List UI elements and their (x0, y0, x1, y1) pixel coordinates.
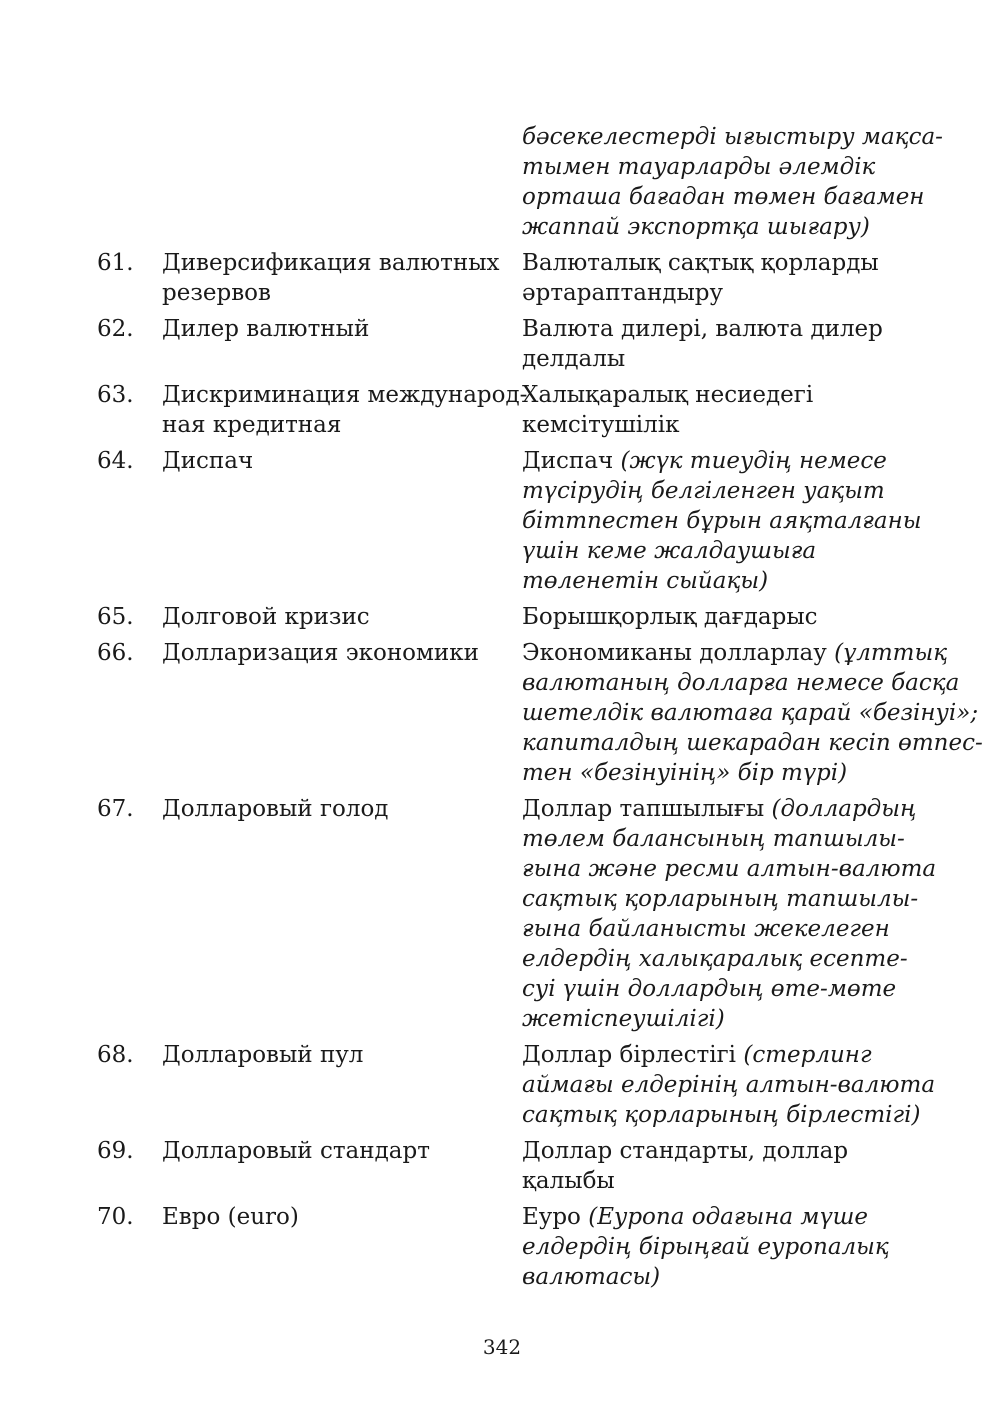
entry-number: 70. (97, 1204, 134, 1230)
definition-gloss: сақтық қорларының бірлестігі) (522, 1102, 921, 1128)
definition-gloss: елдердің халықаралық есепте- (522, 946, 908, 972)
entry-term (162, 314, 522, 344)
definition-line (522, 380, 922, 410)
definition-line (522, 728, 983, 758)
definition-gloss: түсірудің белгіленген уақыт (522, 478, 885, 504)
definition-line (522, 248, 922, 278)
definition-line (522, 758, 922, 788)
glossary-entry (97, 380, 927, 440)
term-line: ная кредитная (162, 412, 342, 438)
entry-definition (522, 602, 922, 632)
term-line: резервов (162, 280, 271, 306)
definition-text: Халықаралық несиедегі (522, 382, 814, 408)
definition-gloss: валютаның долларға немесе басқа (522, 670, 960, 696)
definition-gloss: (ұлттық (834, 640, 948, 666)
entry-definition (522, 380, 922, 440)
term-line: Диспач (162, 448, 254, 474)
entry-number: 61. (97, 250, 134, 276)
definition-line (522, 278, 922, 308)
definition-line (522, 314, 922, 344)
definition-line (522, 854, 937, 884)
definition-line (522, 824, 922, 854)
entry-number: 63. (97, 382, 134, 408)
definition-gloss: (стерлинг (743, 1042, 872, 1068)
definition-gloss: капиталдың шекарадан кесіп өтпес- (522, 730, 983, 756)
definition-text: Борышқорлық дағдарыс (522, 604, 818, 630)
term-line: Долларовый пул (162, 1042, 364, 1068)
glossary-entry (97, 602, 927, 632)
entry-term (162, 1136, 522, 1166)
definition-text: Диспач (522, 448, 621, 474)
definition-line (522, 884, 922, 914)
definition-line (522, 638, 948, 668)
definition-line (522, 1040, 922, 1070)
term-line: Долговой кризис (162, 604, 370, 630)
glossary-entry (97, 638, 983, 788)
continuation-line: тымен тауарларды әлемдік (522, 154, 876, 180)
term-line: Дискриминация международ- (162, 382, 528, 408)
continuation-line: орташа бағадан төмен бағамен (522, 184, 925, 210)
page-number: 342 (482, 1335, 522, 1359)
entry-number: 66. (97, 640, 134, 666)
entry-term (162, 380, 528, 440)
continuation-definition (522, 122, 943, 242)
definition-gloss: валютасы) (522, 1264, 661, 1290)
entry-term (162, 446, 522, 476)
definition-line (522, 566, 922, 596)
definition-line (522, 1166, 922, 1196)
definition-line (522, 536, 922, 566)
definition-text: кемсітушілік (522, 412, 680, 438)
term-line: Долларовый стандарт (162, 1138, 430, 1164)
glossary-entry (97, 314, 927, 374)
definition-text: Экономиканы долларлау (522, 640, 835, 666)
entry-number: 67. (97, 796, 134, 822)
definition-text: Валюта дилері, валюта дилер (522, 316, 883, 342)
glossary-entry (97, 1136, 927, 1196)
term-line: Долларовый голод (162, 796, 389, 822)
entry-term (162, 1040, 522, 1070)
definition-line (522, 944, 922, 974)
definition-line (522, 914, 922, 944)
entry-term (162, 638, 522, 668)
definition-line (522, 1232, 922, 1262)
entry-term (162, 248, 522, 308)
definition-gloss: суі үшін доллардың өте-мөте (522, 976, 897, 1002)
definition-gloss: шетелдік валютаға қарай «безінуі»; (522, 700, 979, 726)
definition-line (522, 476, 922, 506)
entry-definition (522, 794, 937, 1034)
definition-gloss: тен «безінуінің» бір түрі) (522, 760, 848, 786)
definition-text: Еуро (522, 1204, 589, 1230)
definition-text: Валюталық сақтық қорларды (522, 250, 879, 276)
entry-number: 69. (97, 1138, 134, 1164)
definition-line (522, 794, 922, 824)
entry-number: 65. (97, 604, 134, 630)
entry-number: 64. (97, 448, 134, 474)
glossary-entry (97, 1040, 936, 1130)
definition-text: Доллар тапшылығы (522, 796, 772, 822)
definition-gloss: сақтық қорларының тапшылы- (522, 886, 919, 912)
continuation-entry (97, 122, 943, 242)
term-line: Дилер валютный (162, 316, 370, 342)
definition-gloss: жетіспеушілігі) (522, 1006, 725, 1032)
definition-gloss: төлем балансының тапшылы- (522, 826, 905, 852)
definition-gloss: үшін кеме жалдаушыға (522, 538, 817, 564)
definition-gloss: (доллардың (771, 796, 917, 822)
definition-gloss: (Еуропа одағына мүше (588, 1204, 868, 1230)
definition-line (522, 1100, 922, 1130)
definition-line (522, 506, 922, 536)
definition-text: делдалы (522, 346, 626, 372)
definition-gloss: (жүк тиеудің немесе (620, 448, 887, 474)
definition-text: қалыбы (522, 1168, 615, 1194)
definition-line (522, 446, 922, 476)
entry-definition (522, 1136, 922, 1196)
entry-definition (522, 446, 922, 596)
continuation-line: бәсекелестерді ығыстыру мақса- (522, 124, 943, 150)
entry-definition (522, 248, 922, 308)
definition-text: Доллар стандарты, доллар (522, 1138, 849, 1164)
definition-line (522, 974, 922, 1004)
definition-gloss: ғына және ресми алтын-валюта (522, 856, 937, 882)
glossary-entry (97, 446, 927, 596)
definition-line (522, 668, 960, 698)
entry-definition (522, 638, 983, 788)
entry-term (162, 1202, 522, 1232)
term-line: Долларизация экономики (162, 640, 479, 666)
entry-definition (522, 1202, 922, 1292)
definition-line (522, 1070, 936, 1100)
definition-line (522, 698, 979, 728)
definition-gloss: біттпестен бұрын аяқталғаны (522, 508, 922, 534)
continuation-line: жаппай экспортқа шығару) (522, 214, 870, 240)
glossary-entry (97, 1202, 927, 1292)
definition-gloss: ғына байланысты жекелеген (522, 916, 890, 942)
term-line: Диверсификация валютных (162, 250, 500, 276)
definition-text: әртараптандыру (522, 280, 724, 306)
definition-gloss: төленетін сыйақы) (522, 568, 769, 594)
entry-number: 68. (97, 1042, 134, 1068)
definition-line (522, 602, 922, 632)
definition-text: Доллар бірлестігі (522, 1042, 744, 1068)
entry-term (162, 794, 522, 824)
term-line: Евро (euro) (162, 1204, 299, 1230)
entry-term (162, 602, 522, 632)
entry-definition (522, 1040, 936, 1130)
definition-line (522, 1262, 922, 1292)
definition-line (522, 410, 922, 440)
definition-gloss: аймағы елдерінің алтын-валюта (522, 1072, 936, 1098)
definition-line (522, 344, 922, 374)
definition-line (522, 1202, 922, 1232)
glossary-entry (97, 248, 927, 308)
definition-line (522, 1004, 922, 1034)
glossary-list (97, 122, 983, 1298)
entry-number: 62. (97, 316, 134, 342)
definition-gloss: елдердің бірыңғай еуропалық (522, 1234, 889, 1260)
entry-definition (522, 314, 922, 374)
definition-line (522, 1136, 922, 1166)
glossary-entry (97, 794, 937, 1034)
